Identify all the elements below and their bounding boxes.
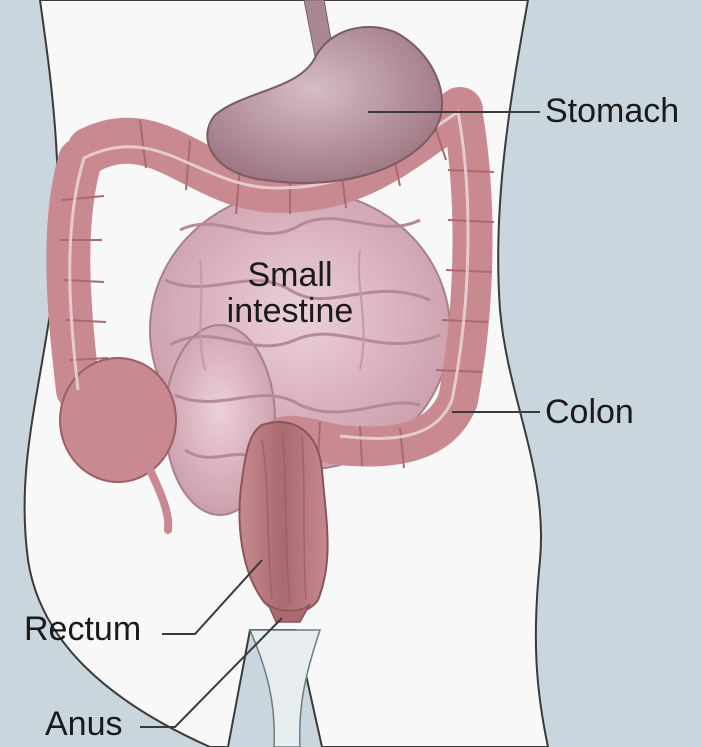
anus-label: Anus: [45, 705, 123, 743]
rectum-label: Rectum: [24, 610, 142, 648]
stomach-label: Stomach: [545, 92, 680, 130]
small-intestine-label-line2: intestine: [226, 291, 354, 330]
small-intestine-label: [210, 258, 370, 329]
colon-label: Colon: [545, 393, 634, 431]
small-intestine-label-line1: Small: [247, 256, 333, 294]
